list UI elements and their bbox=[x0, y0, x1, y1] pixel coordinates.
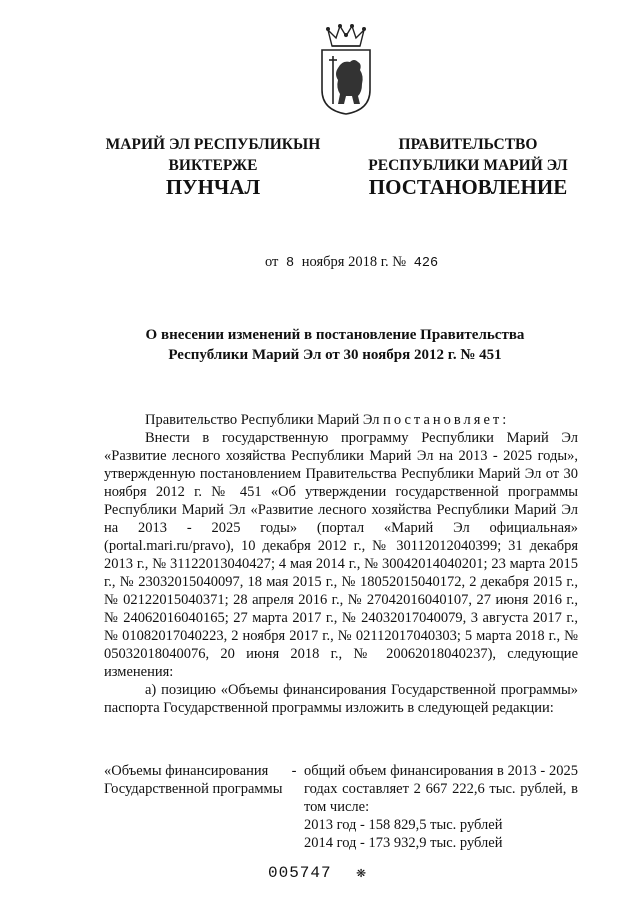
table-row-2013: 2013 год - 158 829,5 тыс. рублей bbox=[304, 817, 503, 833]
table-dash: - bbox=[291, 763, 297, 779]
financing-table bbox=[104, 762, 578, 852]
date-day: 8 bbox=[286, 256, 295, 271]
doc-type-left: ПУНЧАЛ bbox=[165, 175, 261, 199]
table-label: «Объемы финансирования Государственной программы bbox=[104, 763, 283, 797]
serial-mark-icon: ❋ bbox=[356, 864, 367, 882]
header-right-block bbox=[358, 134, 578, 176]
title-line1: О внесении изменений в постановление Правительства bbox=[145, 327, 525, 343]
header-left-line1: МАРИЙ ЭЛ РЕСПУБЛИКЫН bbox=[105, 136, 321, 153]
body-paragraph-2: а) позицию «Объемы финансирования Государственной программы» паспорта Государственной программы изложить в следующей редакции: bbox=[104, 682, 578, 716]
body-paragraph-1: Внести в государственную программу Республики Марий Эл «Развитие лесного хозяйства Республики Марий Эл на 2013 - 2025 годы», утвержденную постановлением Правительства Республики Марий Эл от 30 ноября 2012 г. № 451 «Об утверждении государственной программы Республики Марий Эл «Развитие лесного хозяйства Республики Марий Эл на 2013 - 2025 годы» (портал «Марий Эл официальная» (portal.mari.ru/pravo), 10 декабря 2012 г., № 30112012040399; 31 декабря 2013 г., № 31122013040427; 4 мая 2014 г., № 30042014040201; 23 марта 2015 г., № 23032015040097, 18 мая 2015 г., № 18052015040172, 2 декабря 2015 г., № 02122015040371; 28 апреля 2016 г., № 27042016040107, 27 июня 2016 г., № 24062016040165; 27 марта 2017 г., № 24032017040079, 3 августа 2017 г., № 01082017040223, 2 ноября 2017 г., № 02112017040303; 5 марта 2018 г., № 05032018040076, 20 июня 2018 г., № 20062018040237), следующие изменения: bbox=[104, 430, 578, 680]
decree-number: 426 bbox=[413, 256, 439, 271]
intro-text: Правительство Республики Марий Эл bbox=[145, 412, 380, 428]
table-content-text: общий объем финансирования в 2013 - 2025 годах составляет 2 667 222,6 тыс. рублей, в том числе: bbox=[304, 763, 578, 815]
coat-of-arms-icon bbox=[318, 24, 374, 116]
date-month-year: ноября 2018 г. № bbox=[301, 254, 407, 270]
serial-number: 005747 bbox=[268, 864, 332, 882]
table-row-2014: 2014 год - 173 932,9 тыс. рублей bbox=[304, 835, 503, 851]
date-prefix: от bbox=[265, 254, 279, 270]
document-title bbox=[130, 325, 540, 365]
table-content bbox=[304, 762, 578, 852]
header-left-block bbox=[90, 134, 336, 176]
intro-verb: постановляет: bbox=[383, 412, 510, 428]
doc-type-right: ПОСТАНОВЛЕНИЕ bbox=[368, 175, 568, 199]
document-body bbox=[104, 411, 578, 717]
header-left-line2: ВИКТЕРЖЕ bbox=[168, 157, 258, 174]
title-line2: Республики Марий Эл от 30 ноября 2012 г. № 451 bbox=[168, 347, 502, 363]
header-right-line2: РЕСПУБЛИКИ МАРИЙ ЭЛ bbox=[368, 157, 568, 174]
intro-paragraph bbox=[104, 411, 578, 429]
date-line bbox=[265, 254, 442, 271]
serial-number-line bbox=[268, 862, 367, 882]
header-right-line1: ПРАВИТЕЛЬСТВО bbox=[398, 136, 538, 153]
